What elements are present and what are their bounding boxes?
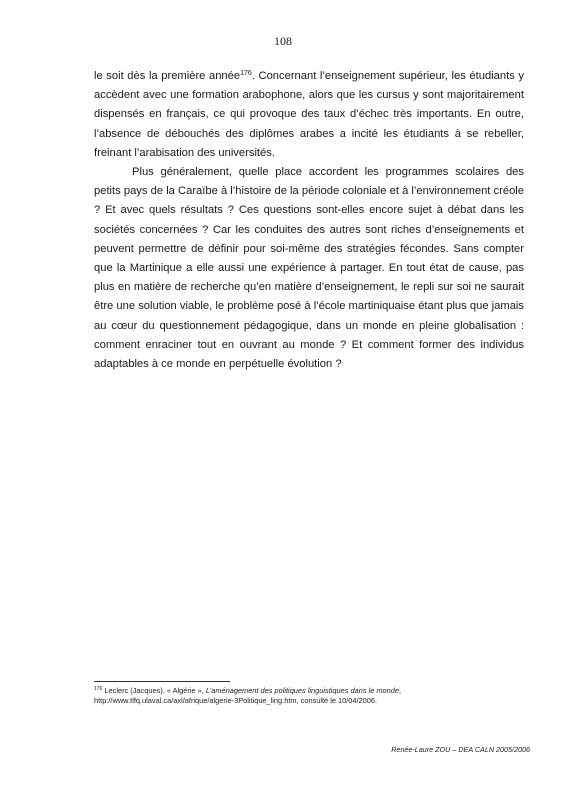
paragraph-2: Plus généralement, quelle place accordent les programmes scolaires des petits pays de la Caraïbe à l’histoire de la période coloniale et à l’environnement créole ? Et avec quels résultats ? Ces questions sont-elles encore sujet à débat dans les sociétés concernées ? Car les conduites des autres sont riches d’enseignements et peuvent permettre de définir pour soi-même des stratégies fécondes. Sans compter que la Martinique a elle aussi une expérience à partager. En tout état de cause, pas plus en matière de recherche qu’en matière d’enseignement, le repli sur soi ne saurait être une solution viable, le problème posé à l’école martiniquaise étant plus que jamais au cœur du questionnement pédagogique, dans un monde en pleine globalisation : comment enraciner tout en ouvrant au monde ? Et comment former des individus adaptables à ce monde en perpétuelle évolution ? — [94, 166, 524, 371]
footnote-reference: 176 — [240, 70, 252, 77]
footnote-author: Leclerc (Jacques). « Algérie », — [102, 686, 206, 695]
footnote-separator — [94, 681, 230, 682]
footnote-number: 176 — [94, 686, 103, 692]
footnote — [94, 686, 534, 706]
body-text — [94, 67, 524, 374]
paragraph-1 — [94, 67, 524, 163]
paragraph-1-start: le soit dès la première année — [94, 70, 241, 82]
footnote-title: L’aménagement des politiques linguistiques dans le monde — [205, 686, 399, 695]
footnote-url: http://www.tlfq.ulaval.ca/axl/afrique/algerie-3Politique_ling.htm, consulté le 10/04/2006. — [94, 696, 378, 705]
page-footer: Renée-Laure ZOU – DEA CALN 2005/2006 — [391, 745, 530, 754]
footnote-line-1 — [94, 686, 534, 696]
footnote-punct: , — [398, 686, 402, 695]
paragraph-1-rest: . Concernant l’enseignement supérieur, les étudiants y accèdent avec une formation arabophone, alors que les cursus y sont majoritairement dispensés en français, ce qui provoque des taux d’échec très importants. En outre, l’absence de débouchés des diplômes arabes a incité les étudiants à se rebeller, freinant l’arabisation des universités. — [94, 70, 524, 159]
page-number: 108 — [274, 34, 292, 48]
